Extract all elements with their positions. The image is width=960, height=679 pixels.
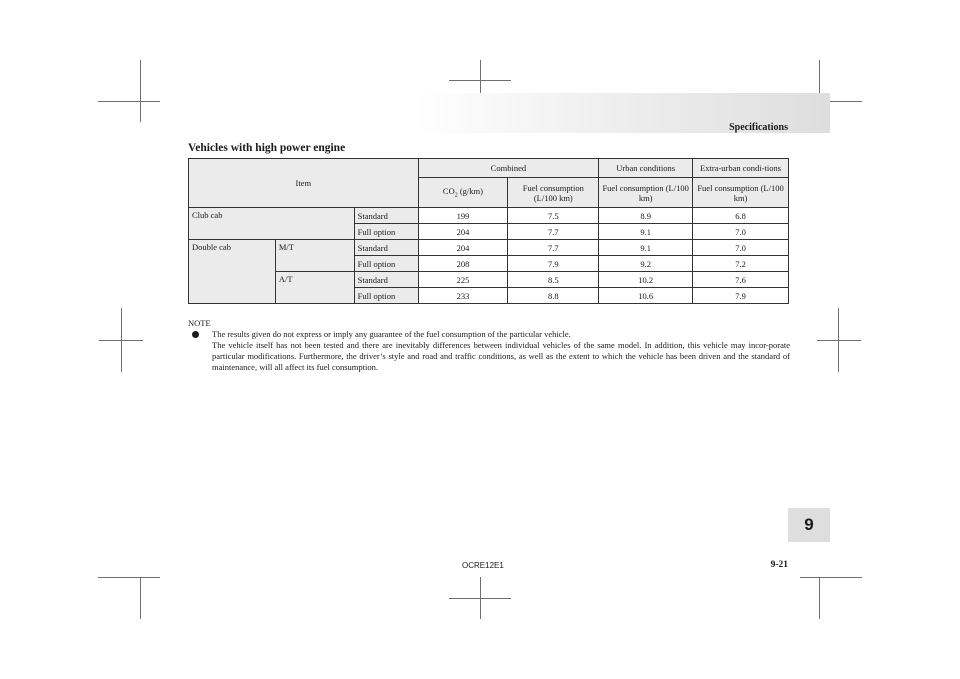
co2-cell: 204 bbox=[418, 240, 508, 256]
co2-header: $CO_2$ (g/km) bbox=[418, 178, 508, 208]
note-line-2: The vehicle itself has not been tested and there are inevitably differences between individual vehicles of the same model. In addition, this vehicle may incor-porate particular modifications. Furthermore, the driver’s style and road and traffic conditions, as well as the extent to which the vehicle has been driven and the standard of maintenance, will all affect its fuel consumption. bbox=[212, 340, 790, 372]
table-row bbox=[189, 272, 789, 288]
extra-cell: 7.0 bbox=[693, 240, 789, 256]
note-block bbox=[188, 318, 790, 373]
combined-cell: 7.9 bbox=[508, 256, 599, 272]
note-heading: NOTE bbox=[188, 318, 211, 328]
urban-cell: 8.9 bbox=[599, 208, 693, 224]
table-row bbox=[189, 240, 789, 256]
combined-cell: 8.8 bbox=[508, 288, 599, 304]
urban-cell: 9.2 bbox=[599, 256, 693, 272]
co2-cell: 199 bbox=[418, 208, 508, 224]
extra-cell: 7.6 bbox=[693, 272, 789, 288]
note-body bbox=[188, 329, 790, 373]
extra-cell: 6.8 bbox=[693, 208, 789, 224]
combined-cell: 7.7 bbox=[508, 224, 599, 240]
extra-cell: 7.0 bbox=[693, 224, 789, 240]
combined-cell: 7.5 bbox=[508, 208, 599, 224]
transmission-mt: M/T bbox=[275, 240, 354, 272]
fuel-header-urban: Fuel consumption (L/100 km) bbox=[599, 178, 693, 208]
urban-header: Urban conditions bbox=[599, 159, 693, 178]
co2-cell: 208 bbox=[418, 256, 508, 272]
combined-cell: 8.5 bbox=[508, 272, 599, 288]
page-number: 9-21 bbox=[770, 560, 788, 570]
fuel-consumption-table bbox=[188, 158, 789, 304]
option-cell: Full option bbox=[354, 288, 418, 304]
urban-cell: 9.1 bbox=[599, 240, 693, 256]
option-cell: Full option bbox=[354, 224, 418, 240]
chapter-tab: 9 bbox=[788, 508, 830, 542]
co2-cell: 233 bbox=[418, 288, 508, 304]
combined-cell: 7.7 bbox=[508, 240, 599, 256]
option-cell: Full option bbox=[354, 256, 418, 272]
note-line-1: The results given do not express or imply any guarantee of the fuel consumption of the particular vehicle. bbox=[212, 329, 571, 339]
urban-cell: 10.2 bbox=[599, 272, 693, 288]
option-cell: Standard bbox=[354, 208, 418, 224]
table-header-row bbox=[189, 159, 789, 178]
fuel-header-combined: Fuel consumption (L/100 km) bbox=[508, 178, 599, 208]
option-cell: Standard bbox=[354, 240, 418, 256]
group-double-cab: Double cab bbox=[189, 240, 276, 304]
co2-cell: 204 bbox=[418, 224, 508, 240]
transmission-at: A/T bbox=[275, 272, 354, 304]
document-code: OCRE12E1 bbox=[462, 561, 504, 570]
running-header: Specifications bbox=[729, 122, 788, 133]
extra-cell: 7.2 bbox=[693, 256, 789, 272]
extra-urban-header: Extra-urban condi-tions bbox=[693, 159, 789, 178]
page-title: Vehicles with high power engine bbox=[188, 142, 346, 154]
combined-header: Combined bbox=[418, 159, 599, 178]
option-cell: Standard bbox=[354, 272, 418, 288]
urban-cell: 9.1 bbox=[599, 224, 693, 240]
group-club-cab: Club cab bbox=[189, 208, 355, 240]
fuel-header-extra: Fuel consumption (L/100 km) bbox=[693, 178, 789, 208]
bullet-icon bbox=[192, 331, 199, 338]
item-header: Item bbox=[189, 159, 419, 208]
table-row bbox=[189, 208, 789, 224]
urban-cell: 10.6 bbox=[599, 288, 693, 304]
co2-cell: 225 bbox=[418, 272, 508, 288]
extra-cell: 7.9 bbox=[693, 288, 789, 304]
